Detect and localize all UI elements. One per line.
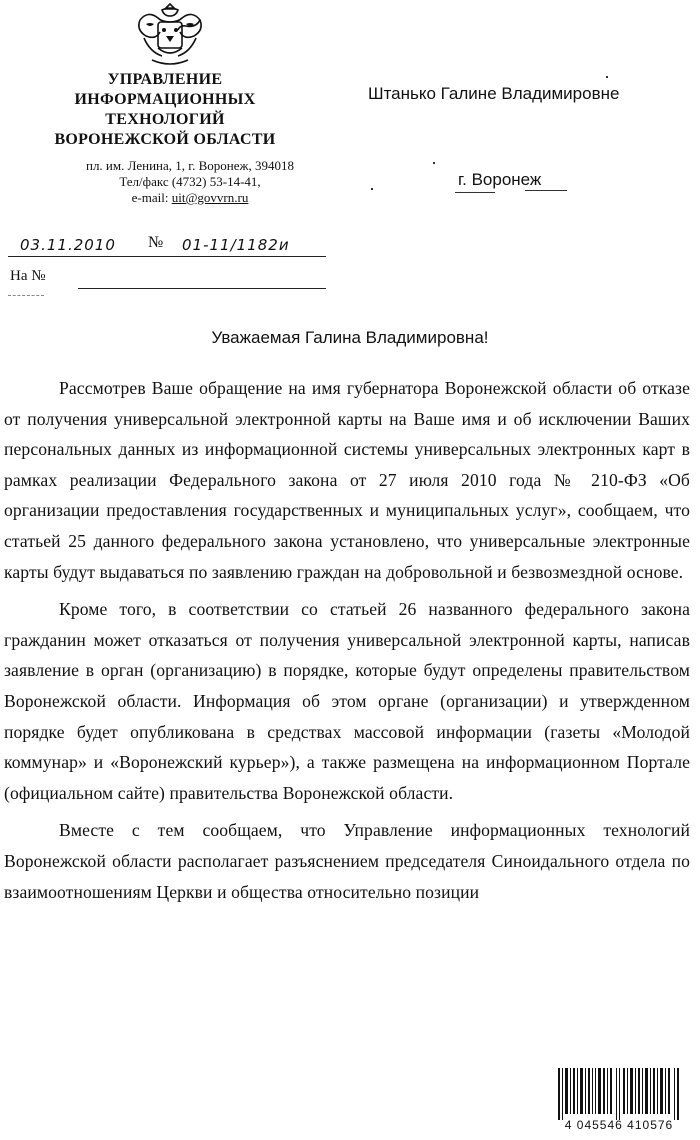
org-name-line: ИНФОРМАЦИОННЫХ	[74, 91, 256, 108]
barcode-icon	[556, 1068, 684, 1120]
org-name-line: ТЕХНОЛОГИЙ	[105, 111, 225, 128]
registration-number: 01-11/1182и	[182, 236, 290, 254]
reference-line	[78, 288, 326, 289]
org-phone: Тел/факс (4732) 53-14-41,	[119, 174, 261, 189]
recipient-name: Штанько Галине Владимировне	[368, 84, 620, 103]
speck	[371, 188, 373, 190]
paragraph: Кроме того, в соответствии со статьей 26 названного федерального закона гражданин может отказаться от получения универсальной электронной карты, написав заявление в орган (организацию) в порядке, которые будут определены правительством Воронежской области. Информация об этом органе (организации) и утвержденном порядке будет опубликована в средствах массовой информации (газеты «Молодой коммунар» и «Воронежский курьер»), а также размещена на информационном Портале (официальном сайте) правительства Воронежской области.	[4, 599, 690, 803]
org-name-line: УПРАВЛЕНИЕ	[107, 71, 223, 88]
paragraph: Рассмотрев Ваше обращение на имя губернатора Воронежской области об отказе от получения универсальной электронной карты на Ваше имя и об исключении Ваших персональных данных из информационной системы универсальных электронных карт в рамках реализации Федерального закона от 27 июля 2010 года № 210-ФЗ «Об организации предоставления государственных и муниципальных услуг», сообщаем, что статьей 25 данного федерального закона установлено, что универсальные электронные карты будут выдаваться по заявлению граждан на добровольной и безвозмездной основе.	[4, 378, 690, 582]
org-address: пл. им. Ленина, 1, г. Воронеж, 394018	[85, 158, 294, 173]
org-name-line: ВОРОНЕЖСКОЙ ОБЛАСТИ	[54, 131, 276, 148]
organization-name	[20, 70, 310, 150]
speck	[606, 76, 608, 78]
divider	[525, 190, 567, 191]
coat-of-arms-icon	[130, 0, 210, 66]
registration-number-label: №	[148, 234, 164, 251]
registration-date: 03.11.2010	[20, 236, 116, 254]
org-email: uit@govvrn.ru	[171, 190, 249, 205]
org-email-row	[60, 190, 320, 206]
salutation: Уважаемая Галина Владимировна!	[211, 328, 489, 347]
speck	[433, 162, 435, 164]
paragraph: Вместе с тем сообщаем, что Управление информационных технологий Воронежской области располагает разъяснением председателя Синоидального отдела по взаимоотношениям Церкви и общества относительно позиции	[4, 820, 690, 902]
registration-line	[8, 232, 326, 257]
organization-contacts	[60, 158, 320, 206]
divider	[8, 295, 44, 296]
reference-label: На №	[10, 268, 46, 284]
divider	[455, 192, 495, 193]
barcode-number: 4 045546 410576	[564, 1118, 674, 1132]
recipient-city: г. Воронеж	[458, 170, 542, 189]
letter-body	[4, 373, 690, 914]
email-label: e-mail:	[131, 190, 172, 205]
